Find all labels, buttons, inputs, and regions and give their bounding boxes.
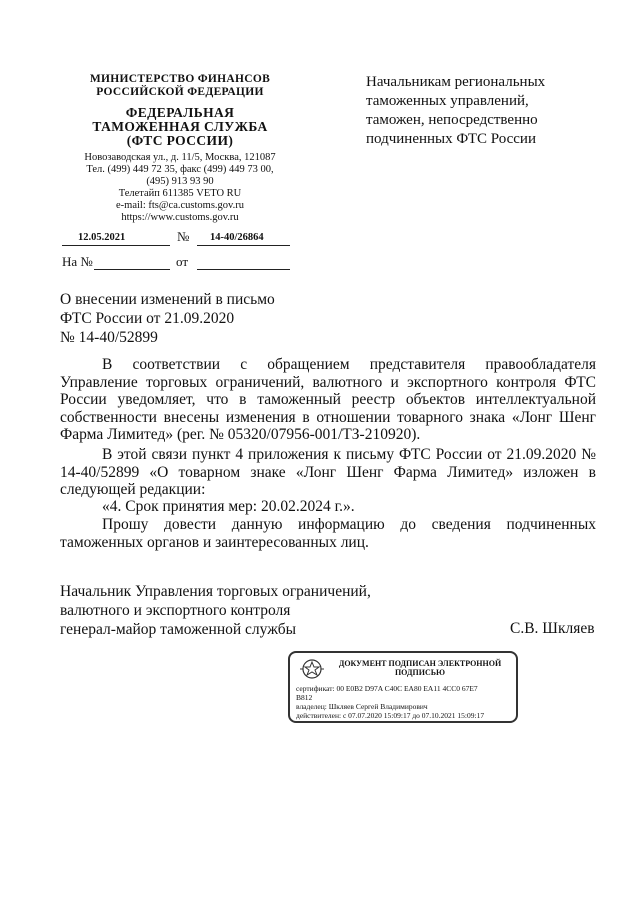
reg-number-underline — [197, 244, 290, 246]
body-paragraph-4: Прошу довести данную информацию до сведения подчиненных таможенных органов и заинтересованных лиц. — [60, 516, 596, 551]
stamp-owner: владелец: Шкляев Сергей Владимирович — [296, 702, 428, 711]
subject-line: № 14-40/52899 — [60, 329, 158, 346]
stamp-certificate-cont: B812 — [296, 693, 313, 702]
subject-line: О внесении изменений в письмо — [60, 291, 275, 308]
stamp-title-line: ПОДПИСЬЮ — [394, 668, 446, 677]
website: https://www.customs.gov.ru — [121, 212, 239, 223]
ref-underline — [94, 268, 170, 270]
phone-extra: (495) 913 93 90 — [146, 176, 214, 187]
subject-block — [60, 290, 275, 347]
reg-number-sign: № — [177, 229, 190, 244]
subject-line: ФТС России от 21.09.2020 — [60, 310, 235, 327]
signatory-line: валютного и экспортного контроля — [60, 602, 291, 619]
service-line: (ФТС РОССИИ) — [126, 133, 234, 148]
ministry-line: МИНИСТЕРСТВО ФИНАНСОВ — [89, 73, 271, 85]
from-label: от — [176, 254, 189, 269]
service-name — [60, 106, 300, 148]
stamp-validity: действителен: с 07.07.2020 15:09:17 до 07.10.2021 15:09:17 — [296, 711, 485, 720]
service-line: ФЕДЕРАЛЬНАЯ — [125, 105, 235, 120]
recipient-line: таможенных управлений, — [366, 93, 529, 109]
contact-block — [60, 152, 300, 224]
reg-date-underline — [62, 244, 170, 246]
e-signature-stamp — [288, 651, 518, 723]
recipient-line: таможен, непосредственно — [366, 112, 538, 128]
reg-date: 12.05.2021 — [78, 232, 126, 243]
body-paragraph-3: «4. Срок принятия мер: 20.02.2024 г.». — [102, 498, 355, 515]
phone: Тел. (499) 449 72 35, факс (499) 449 73 00, — [86, 164, 274, 175]
from-underline — [197, 268, 290, 270]
signatory-line: Начальник Управления торговых ограничений, — [60, 583, 371, 600]
stamp-title — [330, 659, 510, 677]
recipient-block — [366, 73, 606, 149]
body-paragraph-2: В этой связи пункт 4 приложения к письму ФТС России от 21.09.2020 № 14-40/52899 «О товарном знаке «Лонг Шенг Фарма Лимитед» изложен в следующей редакции: — [60, 446, 596, 498]
stamp-certificate: сертификат: 00 E0B2 D97A C40C EA80 EA11 4CC0 67E7 — [296, 684, 478, 693]
signatory-title — [60, 582, 371, 639]
teletype: Телетайп 611385 VETO RU — [118, 188, 242, 199]
signatory-line: генерал-майор таможенной службы — [60, 621, 296, 638]
emblem-icon — [298, 657, 326, 681]
recipient-line: Начальникам региональных — [366, 74, 546, 90]
reg-number: 14-40/26864 — [210, 232, 264, 243]
ref-label: На № — [62, 254, 93, 269]
stamp-title-line: ДОКУМЕНТ ПОДПИСАН ЭЛЕКТРОННОЙ — [338, 659, 502, 668]
email: e-mail: fts@ca.customs.gov.ru — [116, 200, 244, 211]
body-paragraph-1: В соответствии с обращением представителя правообладателя Управление торговых ограничений, валютного и экспортного контроля ФТС России уведомляет, что в таможенный реестр объектов интеллектуальной собственности внесены изменения в отношении товарного знака «Лонг Шенг Фарма Лимитед» (рег. № 05320/07956-001/ТЗ-210920). — [60, 356, 596, 443]
ministry-line: РОССИЙСКОЙ ФЕДЕРАЦИИ — [96, 86, 264, 98]
address: Новозаводская ул., д. 11/5, Москва, 121087 — [84, 152, 276, 163]
stamp-details — [296, 684, 512, 720]
service-line: ТАМОЖЕННАЯ СЛУЖБА — [92, 119, 268, 134]
recipient-line: подчиненных ФТС России — [366, 131, 536, 147]
ministry-name — [60, 73, 300, 99]
signatory-name: С.В. Шкляев — [510, 620, 595, 637]
